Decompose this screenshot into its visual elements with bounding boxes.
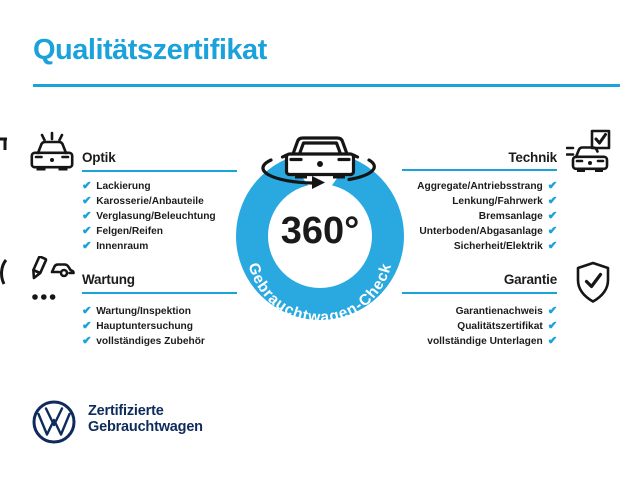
- check-item: ✔ Felgen/Reifen: [82, 225, 164, 237]
- check-item: Lenkung/Fahrwerk ✔: [452, 195, 557, 207]
- check-icon: ✔: [547, 335, 557, 347]
- section-title-technik: Technik: [508, 150, 557, 165]
- service-checklist-icon: [26, 256, 76, 304]
- check-item: Unterboden/Abgasanlage ✔: [419, 225, 557, 237]
- check-icon: ✔: [547, 180, 557, 192]
- check-icon: ✔: [547, 225, 557, 237]
- check-item: Qualitätszertifikat ✔: [457, 320, 557, 332]
- check-item: Sicherheit/Elektrik ✔: [453, 240, 557, 252]
- optik-check-list: [82, 179, 216, 254]
- check-item: ✔ Innenraum: [82, 240, 149, 252]
- car-front-shine-icon: [29, 130, 75, 176]
- check-icon: ✔: [547, 210, 557, 222]
- check-item: ✔ Lackierung: [82, 180, 151, 192]
- check-item: Garantienachweis ✔: [455, 305, 557, 317]
- check-icon: ✔: [547, 305, 557, 317]
- optik-underline: [82, 170, 237, 172]
- rotating-car-icon: [263, 138, 374, 189]
- wartung-check-list: [82, 304, 205, 349]
- check-item: ✔ Karosserie/Anbauteile: [82, 195, 204, 207]
- badge-degrees: 360°: [280, 210, 360, 252]
- garantie-underline: [402, 292, 557, 294]
- 360-check-badge: [220, 136, 420, 336]
- check-item: vollständige Unterlagen ✔: [427, 335, 557, 347]
- check-item: Aggregate/Antriebsstrang ✔: [417, 180, 557, 192]
- technik-check-list: [417, 179, 557, 254]
- check-icon: ✔: [82, 335, 92, 347]
- car-check-icon: [566, 128, 614, 176]
- check-icon: ✔: [82, 225, 92, 237]
- check-icon: ✔: [82, 240, 92, 252]
- shield-check-icon: [572, 260, 614, 306]
- check-item: ✔ Hauptuntersuchung: [82, 320, 193, 332]
- brand-text: [88, 404, 203, 435]
- check-icon: ✔: [82, 320, 92, 332]
- check-item: ✔ vollständiges Zubehör: [82, 335, 205, 347]
- check-icon: ✔: [82, 180, 92, 192]
- badge-ring-label: Gebrauchtwagen-Check: [244, 260, 396, 327]
- section-title-garantie: Garantie: [503, 272, 557, 287]
- edge-mark-top: [0, 134, 10, 154]
- check-item: ✔ Wartung/Inspektion: [82, 305, 191, 317]
- garantie-check-list: [427, 304, 557, 349]
- badge-ring: [252, 168, 388, 304]
- check-item: ✔ Verglasung/Beleuchtung: [82, 210, 216, 222]
- check-icon: ✔: [547, 195, 557, 207]
- check-icon: ✔: [547, 240, 557, 252]
- check-item: Bremsanlage ✔: [478, 210, 557, 222]
- header-divider: [33, 84, 620, 87]
- edge-mark-bottom: [0, 258, 10, 288]
- page-title: Qualitätszertifikat: [33, 34, 267, 66]
- check-icon: ✔: [82, 195, 92, 207]
- check-icon: ✔: [82, 305, 92, 317]
- check-icon: ✔: [82, 210, 92, 222]
- check-icon: ✔: [547, 320, 557, 332]
- brand-line-1: Zertifizierte: [88, 403, 164, 419]
- vw-logo: [31, 399, 77, 445]
- wartung-underline: [82, 292, 237, 294]
- brand-line-2: Gebrauchtwagen: [88, 418, 203, 435]
- technik-underline: [402, 169, 557, 171]
- badge-notch: [274, 138, 366, 202]
- section-title-wartung: Wartung: [82, 272, 135, 287]
- section-title-optik: Optik: [82, 150, 116, 165]
